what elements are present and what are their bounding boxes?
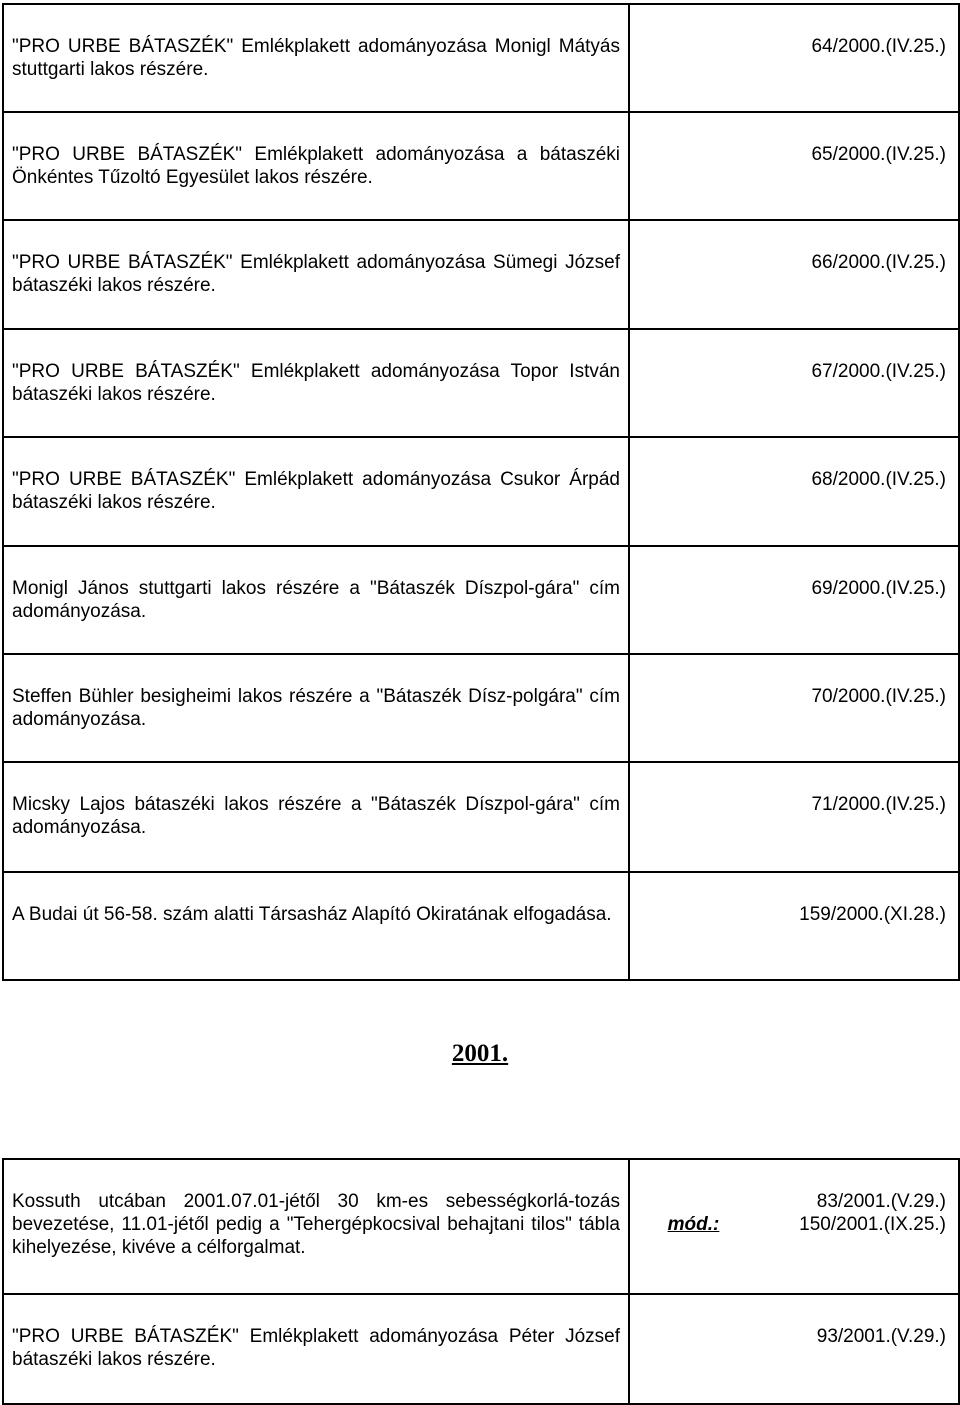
resolution-description: "PRO URBE BÁTASZÉK" Emlékplakett adományozása Csukor Árpád bátaszéki lakos részére. xyxy=(3,437,629,546)
resolutions-table-2000 xyxy=(2,3,960,981)
resolution-number: 66/2000.(IV.25.) xyxy=(629,220,959,329)
resolution-number: 67/2000.(IV.25.) xyxy=(629,329,959,437)
resolution-description: "PRO URBE BÁTASZÉK" Emlékplakett adományozása Topor István bátaszéki lakos részére. xyxy=(3,329,629,437)
table-row xyxy=(3,4,959,112)
resolution-number: 83/2001.(V.29.) 150/2001.(IX.25.) xyxy=(757,1159,959,1294)
table-row xyxy=(3,329,959,437)
resolution-description: "PRO URBE BÁTASZÉK" Emlékplakett adományozása a bátaszéki Önkéntes Tűzoltó Egyesület lakos részére. xyxy=(3,112,629,220)
year-heading: 2001. xyxy=(451,1040,509,1067)
resolution-description: "PRO URBE BÁTASZÉK" Emlékplakett adományozása Monigl Mátyás stuttgarti lakos részére. xyxy=(3,4,629,112)
resolution-description: Micsky Lajos bátaszéki lakos részére a "Bátaszék Díszpol-gára" cím adományozása. xyxy=(3,762,629,872)
resolution-number: 70/2000.(IV.25.) xyxy=(629,654,959,762)
resolution-description: Kossuth utcában 2001.07.01-jétől 30 km-es sebességkorlá-tozás bevezetése, 11.01-jétől pedig a "Tehergépkocsival behajtani tilos" tábla kihelyezése, kivéve a célforgalmat. xyxy=(3,1159,629,1294)
resolutions-table-2001 xyxy=(2,1158,960,1405)
resolution-description: Monigl János stuttgarti lakos részére a "Bátaszék Díszpol-gára" cím adományozása. xyxy=(3,546,629,654)
table-row xyxy=(3,437,959,546)
resolution-description: "PRO URBE BÁTASZÉK" Emlékplakett adományozása Sümegi József bátaszéki lakos részére. xyxy=(3,220,629,329)
table-row xyxy=(3,872,959,980)
table-row xyxy=(3,762,959,872)
table-row xyxy=(3,1294,959,1404)
resolution-number: 64/2000.(IV.25.) xyxy=(629,4,959,112)
resolution-number: 65/2000.(IV.25.) xyxy=(629,112,959,220)
resolution-number: 68/2000.(IV.25.) xyxy=(629,437,959,546)
modification-cell xyxy=(629,1159,757,1294)
resolution-description: "PRO URBE BÁTASZÉK" Emlékplakett adományozása Péter József bátaszéki lakos részére. xyxy=(3,1294,629,1404)
table-row xyxy=(3,220,959,329)
table-row xyxy=(3,546,959,654)
resolution-number: 69/2000.(IV.25.) xyxy=(629,546,959,654)
table-row xyxy=(3,654,959,762)
table-row xyxy=(3,1159,959,1294)
table-row xyxy=(3,112,959,220)
modification-label: mód.: xyxy=(667,1214,720,1235)
modification-cell xyxy=(629,1294,757,1404)
resolution-number: 93/2001.(V.29.) xyxy=(757,1294,959,1404)
resolution-description: A Budai út 56-58. szám alatti Társasház Alapító Okiratának elfogadása. xyxy=(3,872,629,980)
resolution-number: 71/2000.(IV.25.) xyxy=(629,762,959,872)
resolution-description: Steffen Bühler besigheimi lakos részére a "Bátaszék Dísz-polgára" cím adományozása. xyxy=(3,654,629,762)
resolution-number: 159/2000.(XI.28.) xyxy=(629,872,959,980)
